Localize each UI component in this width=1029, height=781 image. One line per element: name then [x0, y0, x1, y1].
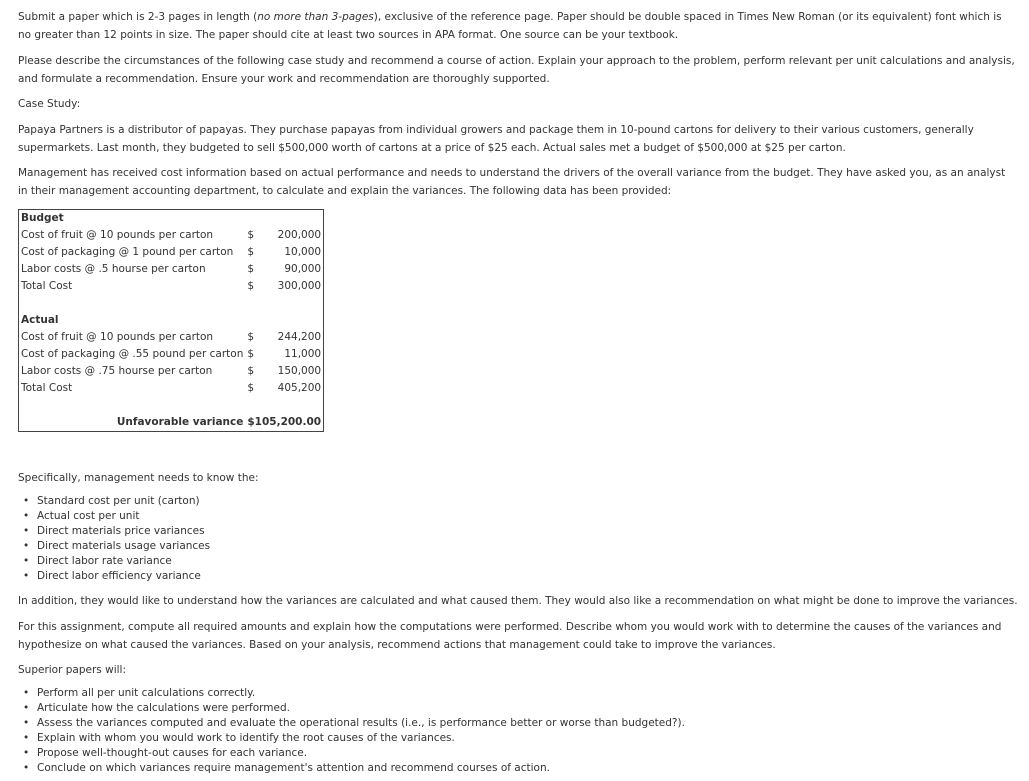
actual-total-label: Total Cost: [21, 382, 73, 394]
budget-header-row: [19, 210, 324, 228]
actual-row: [19, 363, 324, 380]
actual-labor-amount: 150,000: [277, 365, 322, 377]
instructions-paragraph: [18, 8, 1018, 44]
list-item: • Explain with whom you would work to identify the root causes of the variances.: [37, 731, 685, 746]
list-item: • Assess the variances computed and evaluate the operational results (i.e., is performance better or worse than budgeted?).: [37, 716, 685, 731]
case-study-heading: Case Study:: [18, 98, 81, 110]
list-item: • Direct labor efficiency variance: [37, 569, 210, 584]
spacer-row: [19, 295, 324, 312]
currency-symbol: $: [247, 263, 255, 275]
budget-total-row: [19, 278, 324, 295]
list-item: • Actual cost per unit: [37, 509, 210, 524]
budget-row: [19, 261, 324, 278]
instructions-text-cont: ), exclusive of the reference page. Paper should be double spaced in Times New Roman (or its equivalent) font which is no greater than 12 points in size. The paper should cite at least two sources in APA format. One source can be your textbook.: [18, 11, 1002, 41]
currency-symbol: $: [247, 229, 255, 241]
actual-labor-label: Labor costs @ .75 hourse per carton: [21, 365, 213, 377]
instructions-text: Submit a paper which is 2-3 pages in length (: [18, 11, 258, 23]
budget-packaging-label: Cost of packaging @ 1 pound per carton: [21, 246, 234, 258]
superior-intro: Superior papers will:: [18, 664, 126, 676]
list-item: • Direct materials price variances: [37, 524, 210, 539]
list-item: • Perform all per unit calculations correctly.: [37, 686, 685, 701]
currency-symbol: $: [247, 382, 255, 394]
list-item: • Direct labor rate variance: [37, 554, 210, 569]
currency-symbol: $: [247, 365, 255, 377]
budget-labor-amount: 90,000: [284, 263, 322, 275]
list-item: • Direct materials usage variances: [37, 539, 210, 554]
actual-row: [19, 346, 324, 363]
budget-total-amount: 300,000: [277, 280, 322, 292]
currency-symbol: $: [247, 280, 255, 292]
list-item: • Standard cost per unit (carton): [37, 494, 210, 509]
management-paragraph: Management has received cost information based on actual performance and needs to understand the drivers of the overall variance from the budget. They have asked you, as an analyst in their management accounting department, to calculate and explain the variances. The following data has been provided:: [18, 167, 1006, 197]
list-item: • Propose well-thought-out causes for each variance.: [37, 746, 685, 761]
cost-data-table: [18, 209, 324, 432]
actual-fruit-label: Cost of fruit @ 10 pounds per carton: [21, 331, 214, 343]
budget-packaging-amount: 10,000: [284, 246, 322, 258]
list-item: • Conclude on which variances require management's attention and recommend courses of action.: [37, 761, 685, 776]
actual-total-amount: 405,200: [277, 382, 322, 394]
budget-header: Budget: [21, 212, 64, 224]
assignment-paragraph: For this assignment, compute all required amounts and explain how the computations were performed. Describe whom you would work with to determine the causes of the variances and hypothesize on what caused the variances. Based on your analysis, recommend actions that management could take to improve the variances.: [18, 621, 1002, 651]
variance-amount: $105,200.00: [247, 416, 322, 428]
budget-row: [19, 227, 324, 244]
needs-list: [18, 494, 210, 584]
actual-packaging-label: Cost of packaging @ .55 pound per carton: [21, 348, 244, 360]
variance-label: Unfavorable variance: [116, 416, 244, 428]
variance-row: [19, 414, 324, 432]
page-limit-emphasis: no more than 3-pages: [257, 11, 374, 23]
superior-list: [18, 686, 685, 776]
currency-symbol: $: [247, 331, 255, 343]
currency-symbol: $: [247, 348, 255, 360]
budget-fruit-amount: 200,000: [277, 229, 322, 241]
actual-fruit-amount: 244,200: [277, 331, 322, 343]
list-item: • Articulate how the calculations were performed.: [37, 701, 685, 716]
additional-paragraph: In addition, they would like to understand how the variances are calculated and what caused them. They would also like a recommendation on what might be done to improve the variances.: [18, 595, 1018, 607]
task-paragraph: Please describe the circumstances of the following case study and recommend a course of action. Explain your approach to the problem, perform relevant per unit calculations and analysis, and formulate a recommendation. Ensure your work and recommendation are thoroughly supported.: [18, 55, 1015, 85]
budget-fruit-label: Cost of fruit @ 10 pounds per carton: [21, 229, 214, 241]
spacer-row: [19, 397, 324, 414]
actual-packaging-amount: 11,000: [284, 348, 322, 360]
currency-symbol: $: [247, 246, 255, 258]
actual-total-row: [19, 380, 324, 397]
budget-row: [19, 244, 324, 261]
budget-labor-label: Labor costs @ .5 hourse per carton: [21, 263, 206, 275]
case-description-paragraph: Papaya Partners is a distributor of papayas. They purchase papayas from individual growers and package them in 10-pound cartons for delivery to their various customers, generally supermarkets. Last month, they budgeted to sell $500,000 worth of cartons at a price of $25 each. Actual sales met a budget of $500,000 at $25 per carton.: [18, 124, 974, 154]
needs-intro: Specifically, management needs to know the:: [18, 472, 259, 484]
actual-header: Actual: [21, 314, 59, 326]
actual-header-row: [19, 312, 324, 329]
actual-row: [19, 329, 324, 346]
budget-total-label: Total Cost: [21, 280, 73, 292]
